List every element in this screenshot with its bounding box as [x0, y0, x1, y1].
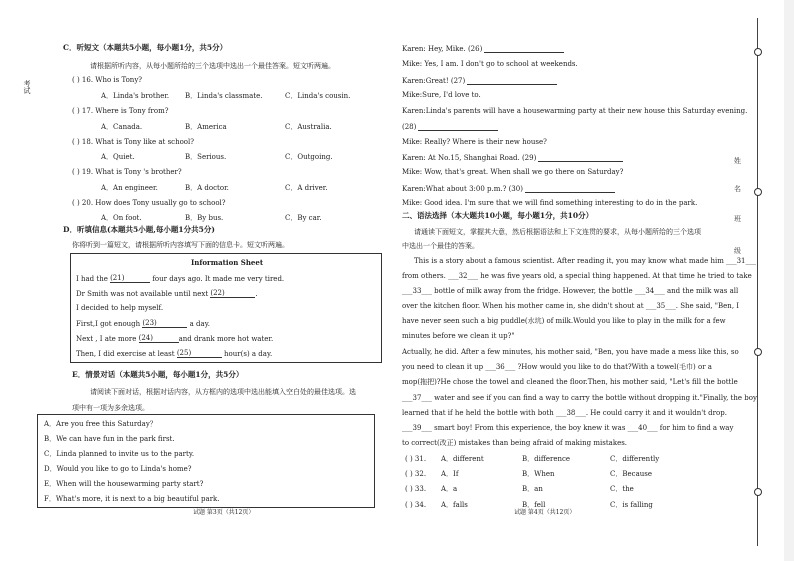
info-sheet-title: Information Sheet	[191, 258, 264, 267]
section-c-title: C．听短文（本题共5小题，每小题1分，共5分）	[63, 43, 228, 52]
passage-line-5: have never seen such a big puddle(水坑) of milk.Would you like to play in the milk for a few	[402, 317, 726, 325]
q16-option-a: A．Linda's brother.	[101, 92, 170, 100]
dialog-line-mike-2: Mike:Sure, I'd love to.	[402, 91, 481, 99]
class-field-char-2: 级	[734, 247, 741, 255]
name-field-char-2: 名	[734, 185, 741, 193]
q18-option-a: A．Quiet.	[101, 153, 135, 161]
dialog-option-e: E．When will the housewarming party start?	[44, 480, 204, 488]
section-2-instructions-1: 请通读下面短文，掌握其大意，然后根据语法和上下文连贯的要求，从每小题所给的三个选项	[414, 228, 701, 236]
info-line-25: Then, I did exercise at least (25) hour(s) a day.	[76, 349, 273, 358]
section-2-instructions-2: 中选出一个最佳的答案。	[402, 242, 479, 250]
info-line-21: I had the (21) four days ago. It made me very tired.	[76, 274, 285, 283]
question-17: ( ) 17. Where is Tony from?	[72, 107, 169, 115]
dialog-line-mike-1: Mike: Yes, I am. I don't go to school at weekends.	[402, 60, 578, 68]
info-line-help: I decided to help myself.	[76, 304, 164, 312]
mcq-34-option-a: A．falls	[441, 501, 468, 509]
dialog-options-box	[37, 414, 375, 508]
mcq-34-option-c: C．is falling	[610, 501, 653, 509]
name-field-char-1: 姓	[734, 157, 741, 165]
passage-line-1: This is a story about a famous scientist. After reading it, you may know what made him ___31___	[414, 257, 757, 265]
q18-option-c: C．Outgoing.	[285, 153, 333, 161]
dialog-line-30: Karen:What about 3:00 p.m.? (30)	[402, 185, 615, 193]
passage-line-11: learned that if he held the bottle with both ___38___. He could carry it and it wouldn't drop.	[402, 409, 727, 417]
dialog-line-mike-3: Mike: Really? Where is their new house?	[402, 138, 547, 146]
cut-line	[757, 18, 758, 546]
section-d-instructions: 你将听到一篇短文，请根据所听内容填写下面的信息卡。短文听两遍。	[72, 241, 289, 249]
left-margin-text: 考试	[23, 80, 31, 94]
passage-line-6: minutes before we clean it up?"	[402, 332, 515, 340]
q20-option-b: B．By bus.	[185, 214, 224, 222]
question-19: ( ) 19. What is Tony 's brother?	[72, 168, 182, 176]
mcq-32-number: ( ) 32.	[405, 470, 427, 478]
mcq-32-option-b: B．When	[522, 470, 555, 478]
dialog-line-mike-5: Mike: Good idea. I'm sure that we will find something interesting to do in the park.	[402, 199, 698, 207]
information-sheet	[70, 253, 382, 363]
passage-line-10: ___37___ water and see if you can find a way to carry the bottle without dropping it."Finally, the boy	[402, 394, 757, 402]
dialog-line-karen-party: Karen:Linda's parents will have a housewarming party at their new house this Saturday evening.	[402, 107, 748, 115]
passage-line-8: you need to clean it up ___36___ ?How would you like to do that?With a towel(毛巾) or a	[402, 363, 712, 371]
passage-line-3: ___33___ bottle of milk away from the fridge. However, the bottle ___34___ and the milk was all	[402, 287, 739, 295]
mcq-31-option-a: A．different	[441, 455, 484, 463]
mcq-33-number: ( ) 33.	[405, 485, 427, 493]
q19-option-a: A．An engineer.	[101, 184, 158, 192]
section-c-instructions: 请根据所听内容，从每小题所给的三个选项中选出一个最佳答案。短文听两遍。	[90, 62, 335, 70]
mcq-34-option-b: B．fell	[522, 501, 546, 509]
info-line-22: Dr Smith was not available until next (22) .	[76, 289, 258, 298]
section-d-title: D．听填信息(本题共5小题,每小题1分共5分)	[63, 225, 215, 234]
dialog-option-d: D．Would you like to go to Linda's home?	[44, 465, 192, 473]
passage-line-2: from others. ___32___ he was five years old, a special thing happened. At that time he tried to take	[402, 272, 752, 280]
q16-option-b: B．Linda's classmate.	[185, 92, 263, 100]
section-e-instructions-1: 请阅读下面对话，根据对话内容，从方框内的选项中选出能填入空白处的最佳选项。选	[90, 388, 356, 396]
dialog-option-f: F．What's more, it is next to a big beautiful park.	[44, 495, 220, 503]
question-16: ( ) 16. Who is Tony?	[72, 76, 143, 84]
binding-hole-3	[754, 348, 762, 356]
q20-option-a: A．On foot.	[101, 214, 142, 222]
passage-line-13: to correct(改正) mistakes than being afraid of making mistakes.	[402, 439, 628, 447]
q17-option-b: B．America	[185, 123, 227, 131]
mcq-32-option-a: A．If	[441, 470, 459, 478]
dialog-line-28: (28)	[402, 123, 498, 131]
section-e-instructions-2: 项中有一项为多余选项。	[72, 404, 149, 412]
binding-cut-line	[752, 18, 764, 546]
passage-line-7: Actually, he did. After a few minutes, his mother said, "Ben, you have made a mess like this, so	[402, 348, 739, 356]
mcq-32-option-c: C．Because	[610, 470, 652, 478]
mcq-33-option-a: A．a	[441, 485, 458, 493]
dialog-line-mike-4: Mike: Wow, that's great. When shall we go there on Saturday?	[402, 168, 624, 176]
passage-line-4: over the kitchen floor. When his mother came in, she didn't shout at ___35___. She said, "Ben, I	[402, 302, 740, 310]
info-line-24: Next , I ate more (24) and drank more hot water.	[76, 334, 274, 343]
mcq-31-number: ( ) 31.	[405, 455, 427, 463]
passage-line-9: mop(拖把)?He chose the towel and cleaned the floor.Then, his mother said, "Let's fill the bottle	[402, 378, 738, 386]
class-field-char-1: 班	[734, 215, 741, 223]
q20-option-c: C．By car.	[285, 214, 322, 222]
dialog-line-27: Karen:Great! (27)	[402, 77, 557, 85]
mcq-33-option-c: C．the	[610, 485, 634, 493]
mcq-33-option-b: B．an	[522, 485, 543, 493]
q19-option-c: C．A driver.	[285, 184, 328, 192]
info-line-23: First,I got enough (23) a day.	[76, 319, 210, 328]
dialog-option-b: B．We can have fun in the park first.	[44, 435, 175, 443]
binding-hole-4	[754, 488, 762, 496]
q19-option-b: B．A doctor.	[185, 184, 229, 192]
q16-option-c: C．Linda's cousin.	[285, 92, 351, 100]
mcq-31-option-b: B．difference	[522, 455, 571, 463]
question-20: ( ) 20. How does Tony usually go to school?	[72, 199, 226, 207]
q17-option-a: A．Canada.	[101, 123, 143, 131]
left-page-footer: 试题 第3页（共12页）	[193, 509, 255, 516]
section-e-title: E．情景对话（本题共5小题，每小题1分，共5分）	[72, 370, 244, 379]
question-18: ( ) 18. What is Tony like at school?	[72, 138, 195, 146]
page-edge	[784, 0, 794, 561]
section-2-title: 二、语法选择（本大题共10小题，每小题1分，共10分）	[402, 211, 594, 220]
binding-hole-1	[754, 48, 762, 56]
left-binding-margin	[20, 40, 34, 540]
q17-option-c: C．Australia.	[285, 123, 332, 131]
dialog-option-c: C．Linda planned to invite us to the party.	[44, 450, 195, 458]
mcq-34-number: ( ) 34.	[405, 501, 427, 509]
right-page-footer: 试题 第4页（共12页）	[514, 509, 576, 516]
dialog-line-29: Karen: At No.15, Shanghai Road. (29)	[402, 154, 623, 162]
mcq-31-option-c: C．differently	[610, 455, 660, 463]
dialog-line-26: Karen: Hey, Mike. (26)	[402, 45, 564, 53]
dialog-option-a: A．Are you free this Saturday？	[44, 420, 157, 428]
passage-line-12: ___39___ smart boy! From this experience, the boy knew it was ___40___ for him to find a way	[402, 424, 734, 432]
q18-option-b: B．Serious.	[185, 153, 227, 161]
binding-hole-2	[754, 188, 762, 196]
student-info-field	[734, 158, 748, 278]
